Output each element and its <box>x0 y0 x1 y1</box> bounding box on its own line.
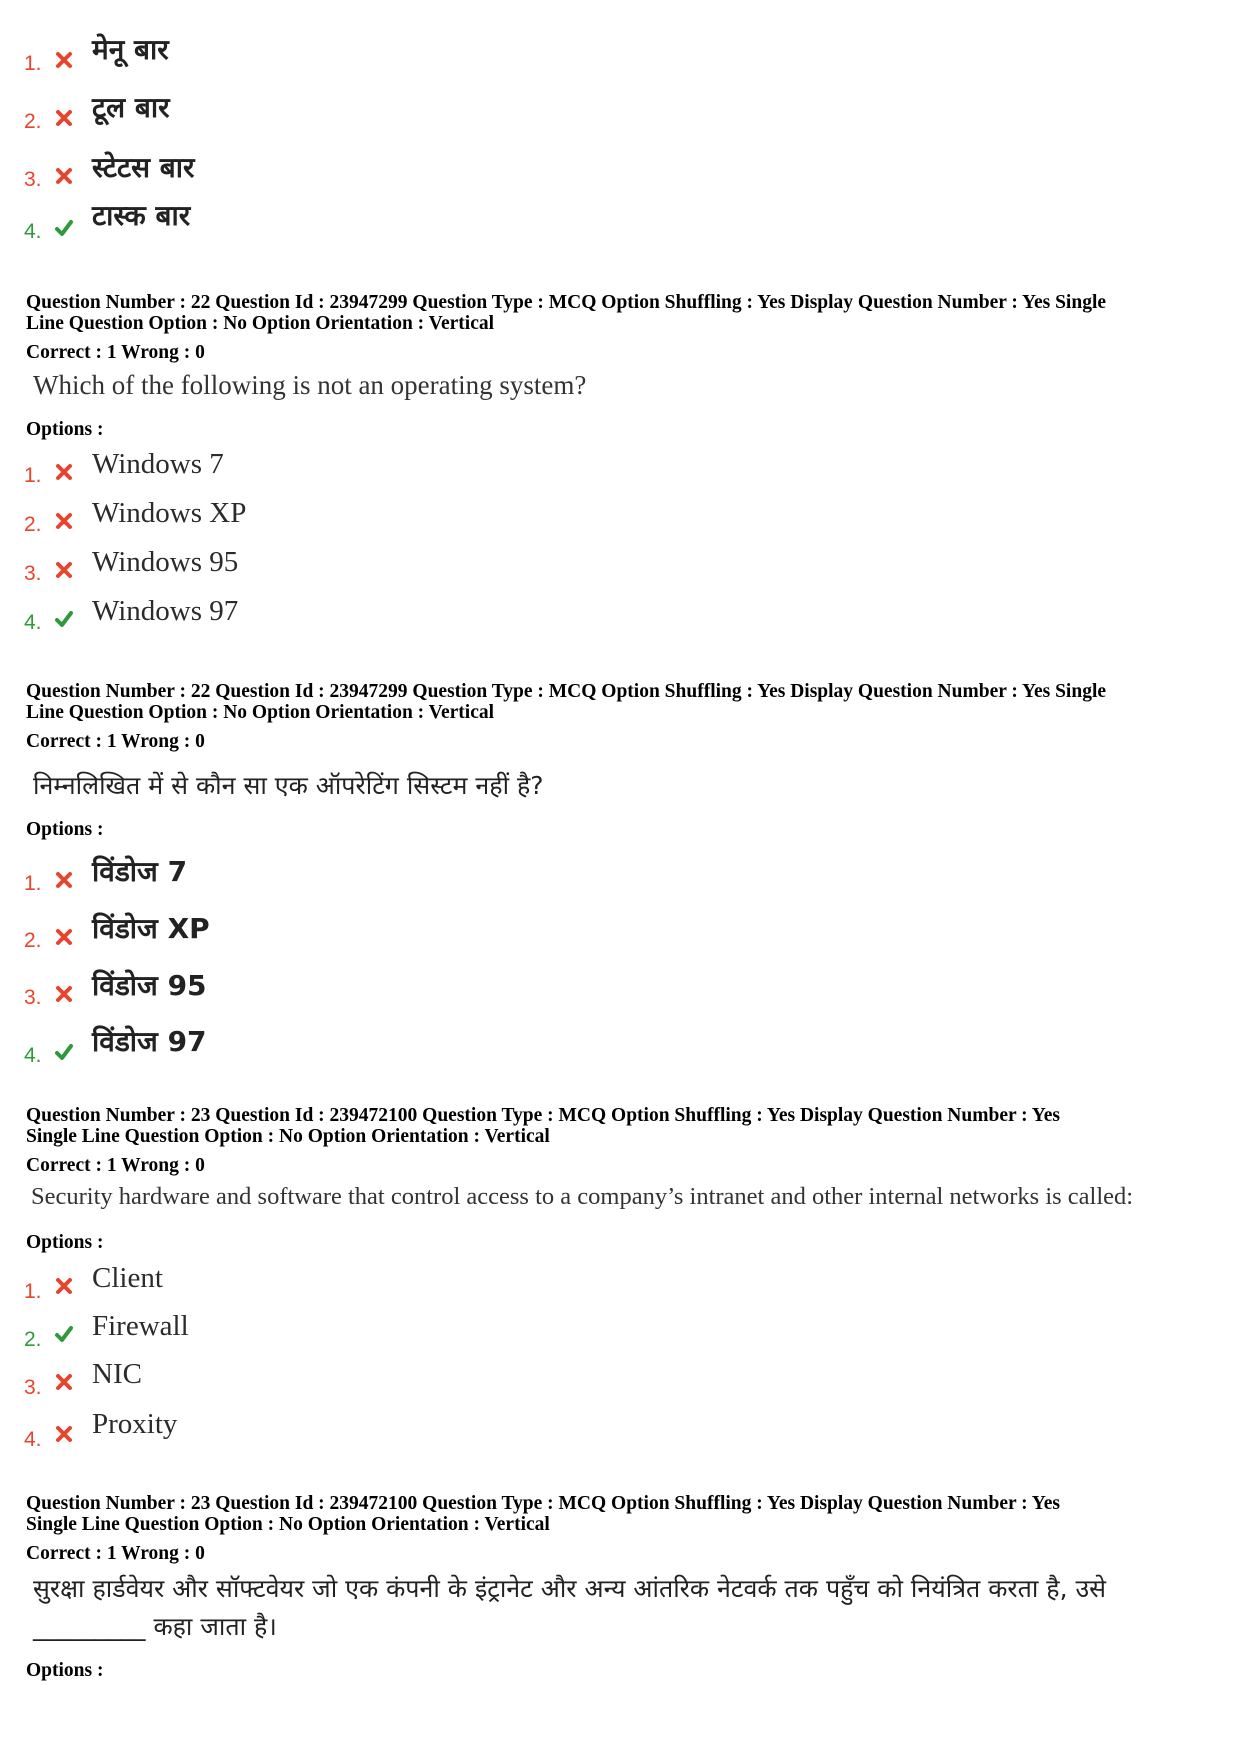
cross-icon <box>54 984 74 1004</box>
question-meta <box>26 681 1221 723</box>
check-icon <box>54 218 74 238</box>
option-number: 3. <box>24 562 42 585</box>
option-text: विंडोज XP <box>92 912 210 945</box>
cross-icon <box>54 511 74 531</box>
score-line: Correct : 1 Wrong : 0 <box>26 1155 205 1176</box>
cross-icon <box>54 1372 74 1392</box>
score-line: Correct : 1 Wrong : 0 <box>26 731 205 752</box>
cross-icon <box>54 927 74 947</box>
option-number: 2. <box>24 929 42 952</box>
options-label: Options : <box>26 1232 104 1253</box>
option-number: 4. <box>24 1428 42 1451</box>
option-number: 3. <box>24 168 42 191</box>
meta-line-1: Question Number : 22 Question Id : 23947299 Question Type : MCQ Option Shuffling : Yes Display Question Number : Yes Single <box>26 681 1107 702</box>
score-line: Correct : 1 Wrong : 0 <box>26 1543 205 1564</box>
option-number: 3. <box>24 986 42 1009</box>
option-number: 3. <box>24 1376 42 1399</box>
option-text: NIC <box>92 1358 142 1390</box>
option-number: 2. <box>24 513 42 536</box>
check-icon <box>54 1324 74 1344</box>
option-number: 1. <box>24 52 42 75</box>
option-number: 4. <box>24 611 42 634</box>
cross-icon <box>54 1424 74 1444</box>
option-number: 2. <box>24 110 42 133</box>
check-icon <box>54 609 74 629</box>
option-number: 4. <box>24 220 42 243</box>
option-text: Client <box>92 1262 163 1294</box>
option-number: 1. <box>24 872 42 895</box>
question-text: सुरक्षा हार्डवेयर और सॉफ्टवेयर जो एक कंपनी के इंट्रानेट और अन्य आंतरिक नेटवर्क तक पहुँच को नियंत्रित करता है, उसे _________ कहा जाता है। <box>33 1574 1107 1641</box>
question-meta <box>26 1105 1221 1147</box>
options-label: Options : <box>26 1660 104 1681</box>
score-line: Correct : 1 Wrong : 0 <box>26 342 205 363</box>
cross-icon <box>54 560 74 580</box>
option-text: टूल बार <box>92 91 170 124</box>
meta-line-2: Line Question Option : No Option Orientation : Vertical <box>26 313 495 334</box>
option-number: 1. <box>24 1280 42 1303</box>
option-text: Windows 97 <box>92 595 239 627</box>
meta-line-2: Single Line Question Option : No Option Orientation : Vertical <box>26 1126 550 1147</box>
meta-line-2: Single Line Question Option : No Option Orientation : Vertical <box>26 1514 550 1535</box>
question-meta <box>26 1493 1221 1535</box>
cross-icon <box>54 462 74 482</box>
meta-line-2: Line Question Option : No Option Orientation : Vertical <box>26 702 495 723</box>
option-text: Firewall <box>92 1310 189 1342</box>
question-text: Security hardware and software that control access to a company’s intranet and other internal networks is called: <box>31 1183 1134 1210</box>
option-text: मेनू बार <box>92 33 169 66</box>
option-text: Windows 7 <box>92 448 224 480</box>
meta-line-1: Question Number : 23 Question Id : 239472100 Question Type : MCQ Option Shuffling : Yes Display Question Number : Yes <box>26 1493 1060 1514</box>
option-text: विंडोज 95 <box>92 969 207 1002</box>
option-number: 2. <box>24 1328 42 1351</box>
option-text: टास्क बार <box>92 199 191 232</box>
cross-icon <box>54 1276 74 1296</box>
option-number: 1. <box>24 464 42 487</box>
meta-line-1: Question Number : 23 Question Id : 239472100 Question Type : MCQ Option Shuffling : Yes Display Question Number : Yes <box>26 1105 1060 1126</box>
option-text: विंडोज 97 <box>92 1025 207 1058</box>
option-text: Windows 95 <box>92 546 239 578</box>
options-label: Options : <box>26 819 104 840</box>
option-text: Proxity <box>92 1408 178 1440</box>
option-text: स्टेटस बार <box>92 151 195 184</box>
check-icon <box>54 1042 74 1062</box>
option-number: 4. <box>24 1044 42 1067</box>
options-label: Options : <box>26 419 104 440</box>
meta-line-1: Question Number : 22 Question Id : 23947299 Question Type : MCQ Option Shuffling : Yes Display Question Number : Yes Single <box>26 292 1107 313</box>
question-meta <box>26 292 1221 334</box>
cross-icon <box>54 50 74 70</box>
question-text: Which of the following is not an operating system? <box>33 370 587 400</box>
question-text: निम्नलिखित में से कौन सा एक ऑपरेटिंग सिस्टम नहीं है? <box>33 771 544 800</box>
option-text: Windows XP <box>92 497 247 529</box>
cross-icon <box>54 108 74 128</box>
cross-icon <box>54 870 74 890</box>
option-text: विंडोज 7 <box>92 855 188 888</box>
cross-icon <box>54 166 74 186</box>
